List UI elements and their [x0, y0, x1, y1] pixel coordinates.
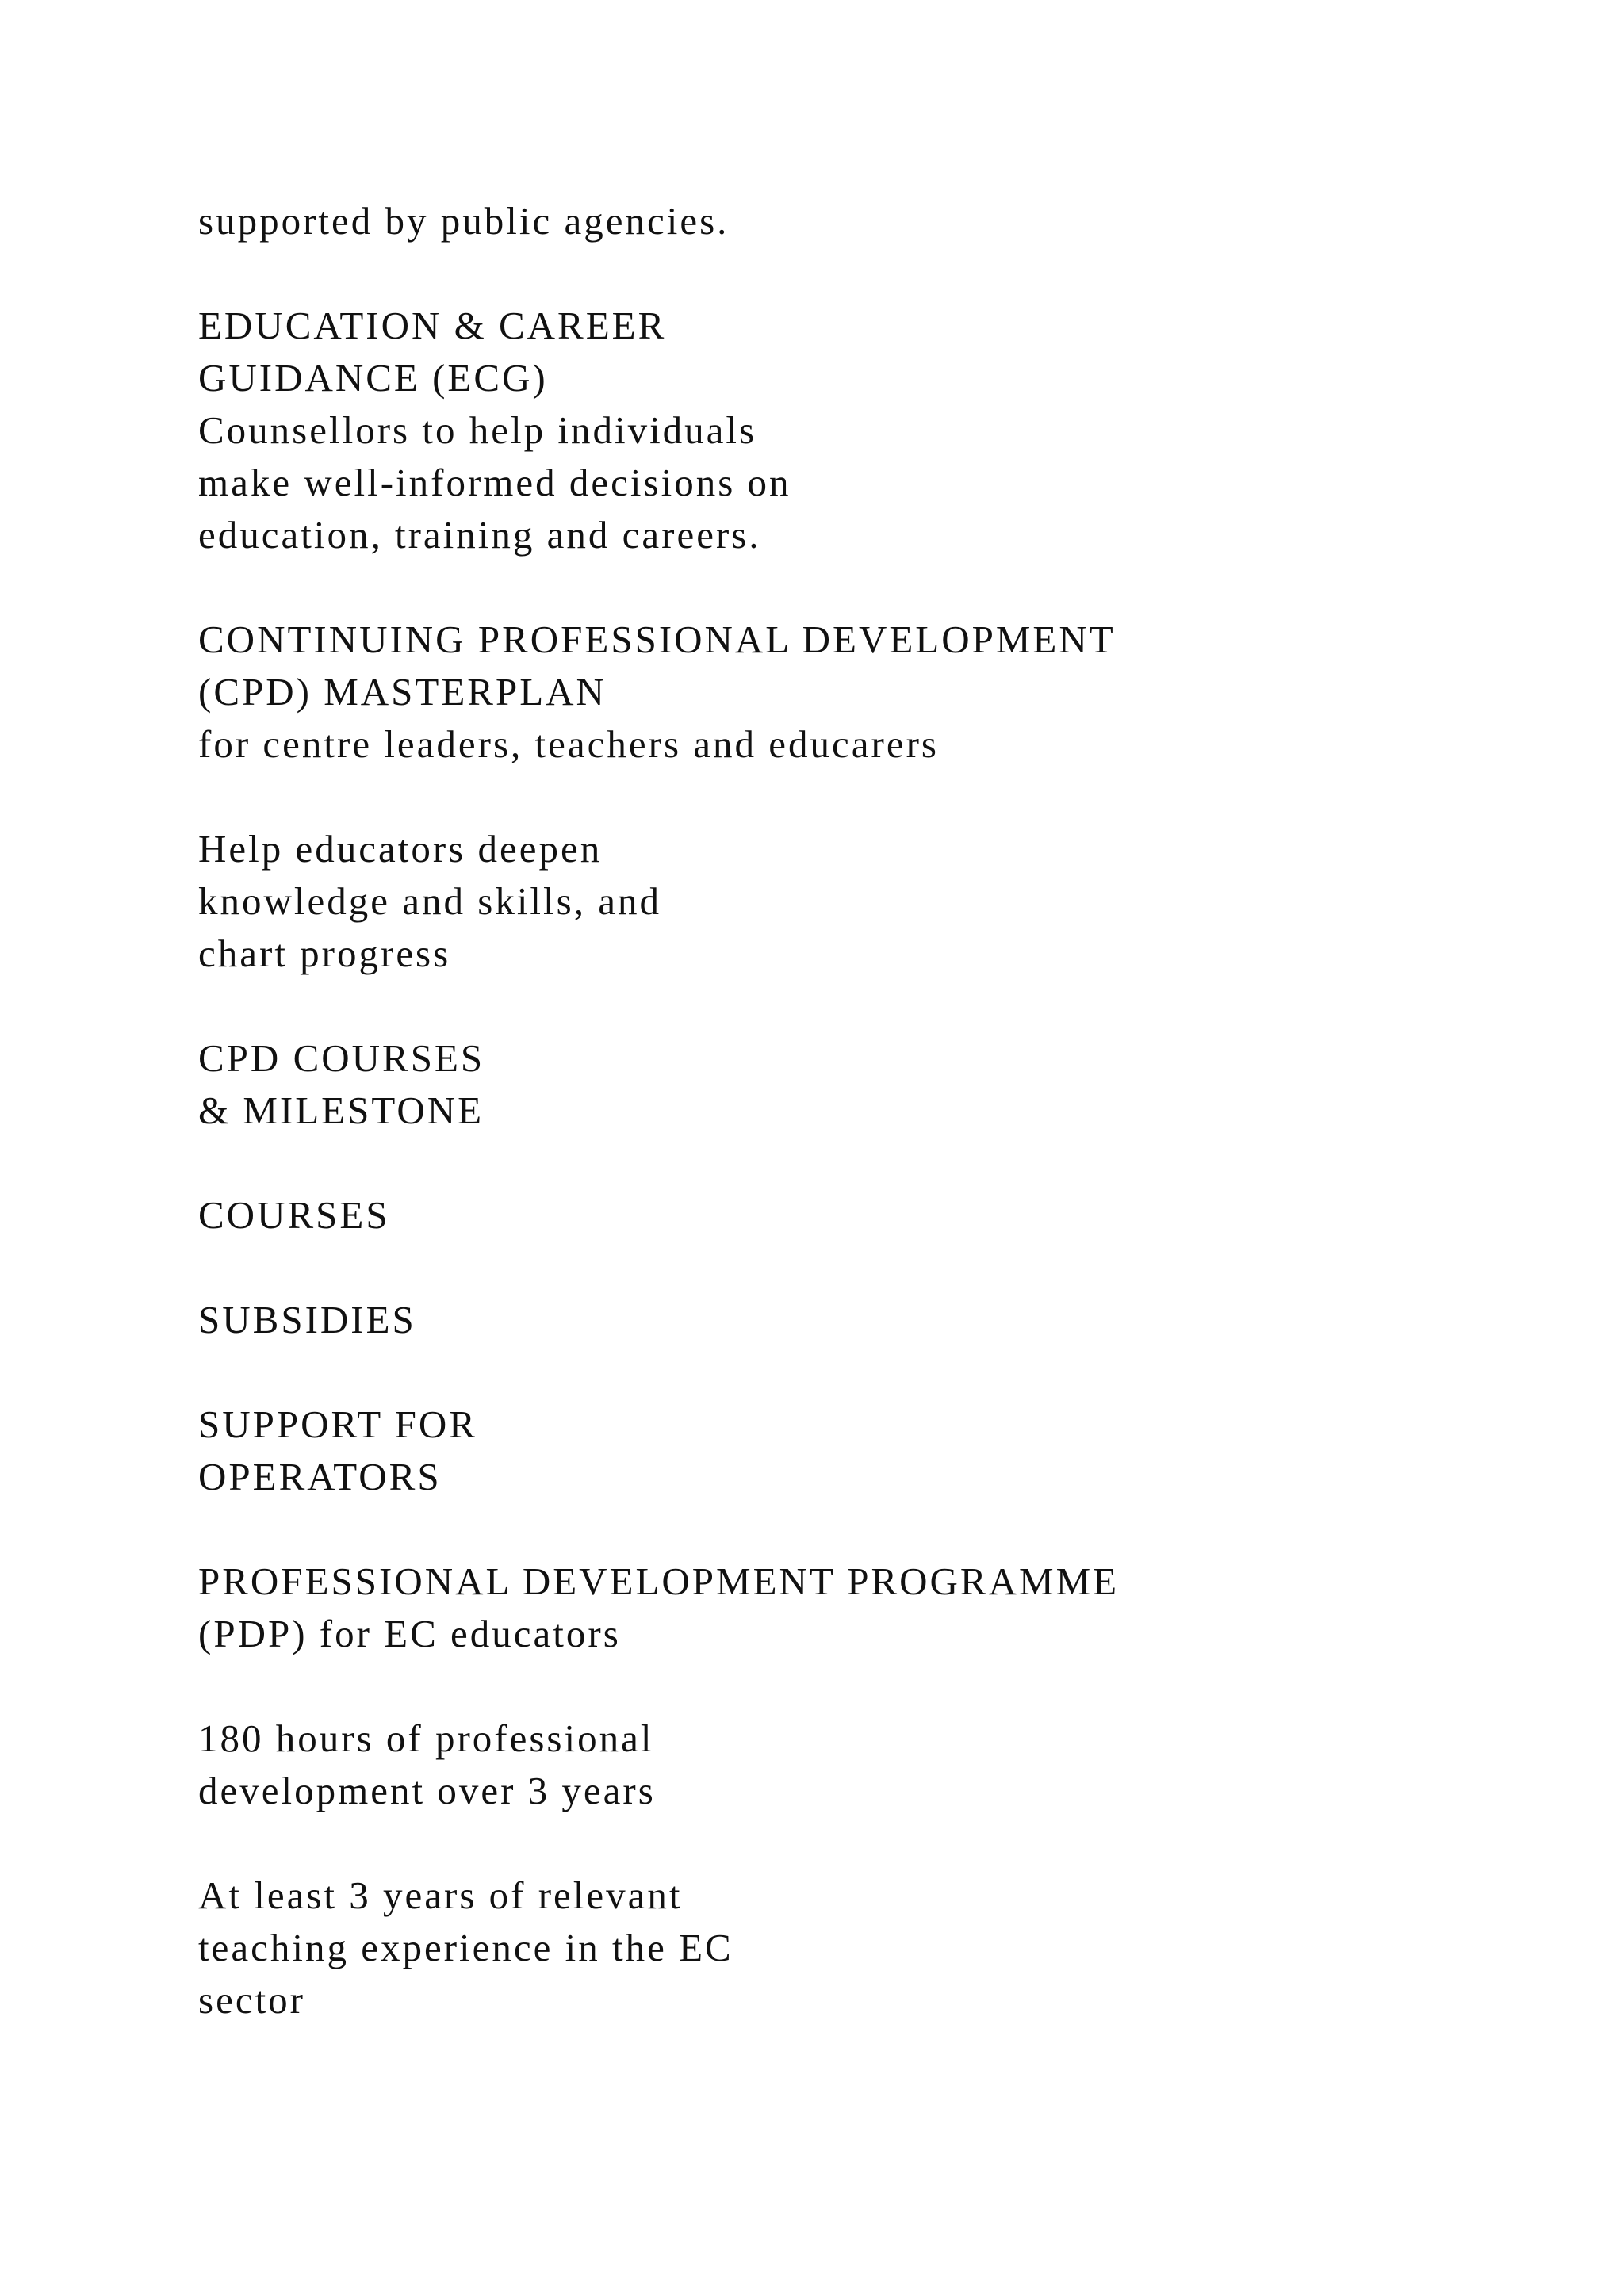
text-block-ecg	[198, 300, 1546, 561]
section-heading: (CPD) MASTERPLAN	[198, 670, 607, 714]
section-heading: EDUCATION & CAREER	[198, 304, 667, 347]
text-block-supported	[198, 195, 1546, 247]
text-line: education, training and careers.	[198, 513, 761, 557]
text-block-hours	[198, 1712, 1546, 1817]
section-heading: OPERATORS	[198, 1455, 442, 1498]
text-block-cpd-masterplan	[198, 614, 1546, 771]
section-heading: GUIDANCE (ECG)	[198, 356, 548, 400]
section-heading: CPD COURSES	[198, 1036, 485, 1080]
text-line: teaching experience in the EC	[198, 1926, 733, 1969]
text-line: knowledge and skills, and	[198, 879, 661, 923]
section-heading: COURSES	[198, 1193, 390, 1237]
text-block-subsidies	[198, 1294, 1546, 1346]
text-line: (PDP) for EC educators	[198, 1612, 621, 1655]
text-line: 180 hours of professional	[198, 1716, 654, 1760]
text-line: supported by public agencies.	[198, 199, 730, 243]
text-line: sector	[198, 1978, 305, 2022]
section-heading: CONTINUING PROFESSIONAL DEVELOPMENT	[198, 618, 1116, 661]
text-block-cpd-courses	[198, 1032, 1546, 1137]
text-line: make well-informed decisions on	[198, 461, 791, 504]
text-block-experience	[198, 1869, 1546, 2026]
text-block-support-operators	[198, 1399, 1546, 1503]
section-heading: SUPPORT FOR	[198, 1402, 477, 1446]
text-block-pdp	[198, 1556, 1546, 1660]
text-line: Counsellors to help individuals	[198, 408, 757, 452]
text-line: Help educators deepen	[198, 827, 603, 871]
text-line: for centre leaders, teachers and educarers	[198, 722, 939, 766]
section-heading: SUBSIDIES	[198, 1298, 416, 1341]
text-line: chart progress	[198, 932, 451, 975]
text-line: development over 3 years	[198, 1769, 656, 1812]
text-block-courses	[198, 1189, 1546, 1242]
text-block-help-educators	[198, 823, 1546, 980]
section-heading: & MILESTONE	[198, 1089, 485, 1132]
document-body	[198, 195, 1546, 2079]
section-heading: PROFESSIONAL DEVELOPMENT PROGRAMME	[198, 1559, 1120, 1603]
text-line: At least 3 years of relevant	[198, 1873, 683, 1917]
